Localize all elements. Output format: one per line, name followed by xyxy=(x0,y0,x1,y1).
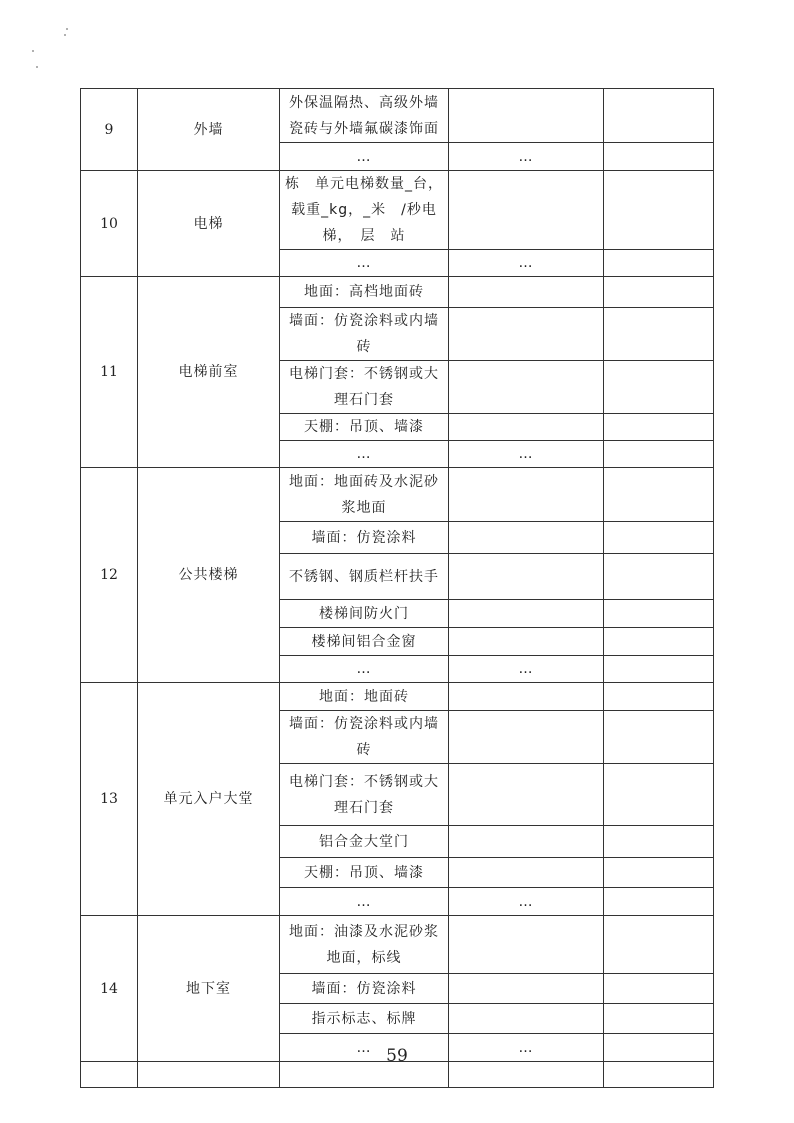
item-number: 12 xyxy=(81,468,138,683)
item-remark xyxy=(604,277,714,308)
item-value xyxy=(449,826,604,858)
item-value xyxy=(449,764,604,826)
item-remark xyxy=(604,656,714,683)
item-detail: 地面：油漆及水泥砂浆地面，标线 xyxy=(280,916,449,974)
item-detail: 电梯门套：不锈钢或大理石门套 xyxy=(280,764,449,826)
item-detail: 墙面：仿瓷涂料 xyxy=(280,974,449,1004)
item-detail: 墙面：仿瓷涂料 xyxy=(280,522,449,554)
item-remark xyxy=(604,826,714,858)
item-remark xyxy=(604,683,714,711)
item-remark xyxy=(604,468,714,522)
item-detail: 天棚：吊顶、墙漆 xyxy=(280,414,449,441)
item-remark xyxy=(604,414,714,441)
table-row xyxy=(81,468,714,522)
item-remark xyxy=(604,308,714,361)
item-remark xyxy=(604,974,714,1004)
item-remark xyxy=(604,600,714,628)
table-row xyxy=(81,277,714,308)
table-row xyxy=(81,89,714,143)
item-value: … xyxy=(449,1034,604,1062)
item-value xyxy=(449,916,604,974)
item-number: 13 xyxy=(81,683,138,916)
item-value xyxy=(449,277,604,308)
item-value: … xyxy=(449,441,604,468)
item-number: 9 xyxy=(81,89,138,171)
item-value xyxy=(449,308,604,361)
item-value: … xyxy=(449,250,604,277)
item-remark xyxy=(604,361,714,414)
item-detail: 天棚：吊顶、墙漆 xyxy=(280,858,449,888)
table-row xyxy=(81,683,714,711)
item-value xyxy=(449,171,604,250)
item-remark xyxy=(604,171,714,250)
item-detail: … xyxy=(280,888,449,916)
item-value xyxy=(449,361,604,414)
item-remark xyxy=(604,858,714,888)
item-remark xyxy=(604,888,714,916)
item-value: … xyxy=(449,143,604,171)
table-row xyxy=(81,916,714,974)
page-number: 59 xyxy=(386,1046,408,1066)
item-detail: 楼梯间防火门 xyxy=(280,600,449,628)
item-remark xyxy=(604,441,714,468)
item-detail: 楼梯间铝合金窗 xyxy=(280,628,449,656)
item-detail: 地面：地面砖 xyxy=(280,683,449,711)
item-value xyxy=(449,858,604,888)
item-remark xyxy=(604,916,714,974)
item-remark xyxy=(604,89,714,143)
item-detail: … xyxy=(280,656,449,683)
item-detail: 指示标志、标牌 xyxy=(280,1004,449,1034)
item-remark xyxy=(604,764,714,826)
item-detail: 栋 单元电梯数量_台，载重_kg，_米 /秒电梯， 层 站 xyxy=(280,171,449,250)
item-value xyxy=(449,1004,604,1034)
item-value xyxy=(449,711,604,764)
item-detail: … xyxy=(280,250,449,277)
specification-table xyxy=(80,88,714,1088)
item-detail: 地面：地面砖及水泥砂浆地面 xyxy=(280,468,449,522)
item-detail: 外保温隔热、高级外墙瓷砖与外墙氟碳漆饰面 xyxy=(280,89,449,143)
item-name: 电梯前室 xyxy=(138,277,280,468)
item-name: 单元入户大堂 xyxy=(138,683,280,916)
item-value: … xyxy=(449,888,604,916)
item-detail: 不锈钢、钢质栏杆扶手 xyxy=(280,554,449,600)
item-detail: … xyxy=(280,441,449,468)
item-detail: 墙面：仿瓷涂料或内墙砖 xyxy=(280,711,449,764)
item-value xyxy=(449,974,604,1004)
item-name: 外墙 xyxy=(138,89,280,171)
item-detail: 墙面：仿瓷涂料或内墙砖 xyxy=(280,308,449,361)
item-remark xyxy=(604,628,714,656)
item-number: 14 xyxy=(81,916,138,1062)
item-detail: 地面：高档地面砖 xyxy=(280,277,449,308)
item-value xyxy=(449,522,604,554)
item-detail: … xyxy=(280,1034,449,1062)
table-row xyxy=(81,171,714,250)
item-remark xyxy=(604,522,714,554)
item-value: … xyxy=(449,656,604,683)
item-value xyxy=(449,600,604,628)
item-value xyxy=(449,628,604,656)
item-number: 11 xyxy=(81,277,138,468)
item-detail: 铝合金大堂门 xyxy=(280,826,449,858)
item-name: 地下室 xyxy=(138,916,280,1062)
item-value xyxy=(449,683,604,711)
item-detail: … xyxy=(280,143,449,171)
item-remark xyxy=(604,711,714,764)
item-remark xyxy=(604,250,714,277)
item-remark xyxy=(604,143,714,171)
item-remark xyxy=(604,1004,714,1034)
item-detail: 电梯门套：不锈钢或大理石门套 xyxy=(280,361,449,414)
item-value xyxy=(449,468,604,522)
item-value xyxy=(449,89,604,143)
item-name: 电梯 xyxy=(138,171,280,277)
scan-marks xyxy=(28,20,58,80)
item-value xyxy=(449,414,604,441)
item-name: 公共楼梯 xyxy=(138,468,280,683)
item-remark xyxy=(604,554,714,600)
item-value xyxy=(449,554,604,600)
item-number: 10 xyxy=(81,171,138,277)
